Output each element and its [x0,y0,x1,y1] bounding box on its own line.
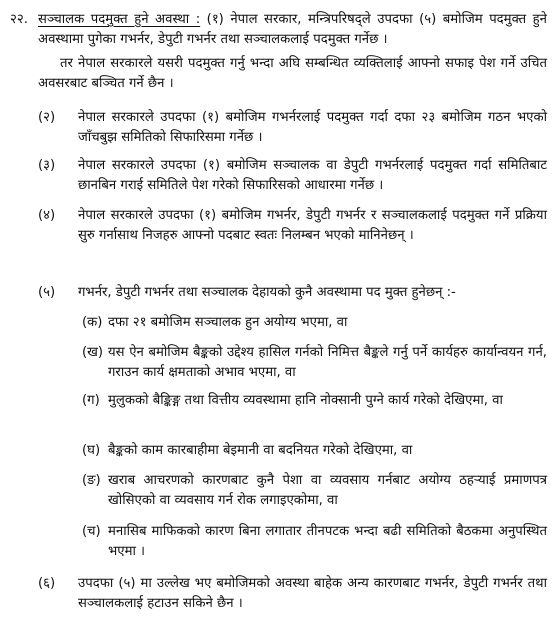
subsection-text: गभर्नर, डेपुटी गभर्नर तथा सञ्चालक देहायको कुनै अवस्थामा पद मुक्त हुनेछन् :- [78,285,456,300]
item-number: (ख) [82,345,104,360]
subsection-text: उपदफा (५) मा उल्लेख भए बमोजिमको अवस्था बाहेक अन्य कारणबाट गभर्नर, डेपुटी गभर्नर तथा सञ्चालकलाई हटाउन सकिने छैन । [78,576,547,611]
item-number: (ग) [82,393,100,408]
list-item-gha [82,441,547,461]
subsection-4 [38,206,547,246]
item-text: बैङ्कको काम कारबाहीमा बेइमानी वा बदनियत गरेको देखिएमा, वा [108,443,413,458]
item-text: दफा २१ बमोजिम सञ्चालक हुन अयोग्य भएमा, वा [108,315,348,330]
item-text: खराब आचरणको कारणबाट कुनै पेशा वा व्यवसाय गर्नबाट अयोग्य ठहऱ्याई प्रमाणपत्र खोसिएको वा व्यवसाय गर्न रोक लगाइएकोमा, वा [108,473,547,508]
subsection-text: नेपाल सरकारले उपदफा (१) बमोजिम गभर्नरलाई पदमुक्त गर्दा दफा २३ बमोजिम गठन भएको जाँचबुझ समितिको सिफारिसमा गर्नेछ । [78,110,547,145]
list-item-ga [82,391,547,411]
section-22 [10,10,547,50]
list-item-kha [82,343,547,383]
section-heading: सञ्चालक पदमुक्त हुने अवस्था : [38,12,201,27]
item-text: यस ऐन बमोजिम बैङ्कको उद्देश्य हासिल गर्नको निमित्त बैङ्कले गर्नु पर्ने कार्यहरु कार्यान्वयन गर्न, गराउन कार्य क्षमताको अभाव भएमा, वा [108,345,547,380]
subsection-number: (५) [38,285,56,300]
item-number: (क) [82,315,103,330]
subsection-number: (४) [38,208,56,223]
list-item-ka [82,313,547,333]
subsection-number: (२) [38,110,56,125]
list-item-cha [82,522,547,562]
section-number: २२. [10,12,28,27]
item-number: (च) [82,524,101,539]
subsection-2 [38,108,547,148]
subsection-number: (३) [38,158,56,173]
subsection-number: (६) [38,576,56,591]
list-item-nga [82,471,547,511]
subsection-5 [38,283,547,303]
item-number: (ङ) [82,473,101,488]
item-number: (घ) [82,443,101,458]
subsection-text: नेपाल सरकारले उपदफा (१) बमोजिम गभर्नर, डेपुटी गभर्नर र सञ्चालकलाई पदमुक्त गर्ने प्रक्रिया सुरु गर्नासाथ निजहरु आफ्नो पदबाट स्वतः निलम्बन भएको मानिनेछन् । [78,208,547,243]
section-intro-paragraph [38,10,547,50]
subsection-3 [38,156,547,196]
section-intro-text: (१) नेपाल सरकार, मन्त्रिपरिषद्ले उपदफा (५) बमोजिम पदमुक्त हुने अवस्थामा पुगेका गभर्नर, डेपुटी गभर्नर तथा सञ्चालकलाई पदमुक्त गर्नेछ । [38,12,547,47]
item-text: मुलुकको बैङ्किङ्ग तथा वित्तीय व्यवस्थामा हानि नोक्सानी पुग्ने कार्य गरेको देखिएमा, वा [108,393,503,408]
subsection-text: नेपाल सरकारले उपदफा (१) बमोजिम सञ्चालक वा डेपुटी गभर्नरलाई पदमुक्त गर्दा समितिबाट छानबिन गराई समितिले पेश गरेको सिफारिसको आधारमा गर्नेछ । [78,158,547,193]
section-proviso: तर नेपाल सरकारले यसरी पदमुक्त गर्नु भन्दा अघि सम्बन्धित व्यक्तिलाई आफ्नो सफाइ पेश गर्ने उचित अवसरबाट बञ्चित गर्ने छैन । [38,56,547,91]
item-text: मनासिब माफिकको कारण बिना लगातार तीनपटक भन्दा बढी समितिको बैठकमा अनुपस्थित भएमा । [108,524,547,559]
subsection-6 [38,574,547,614]
